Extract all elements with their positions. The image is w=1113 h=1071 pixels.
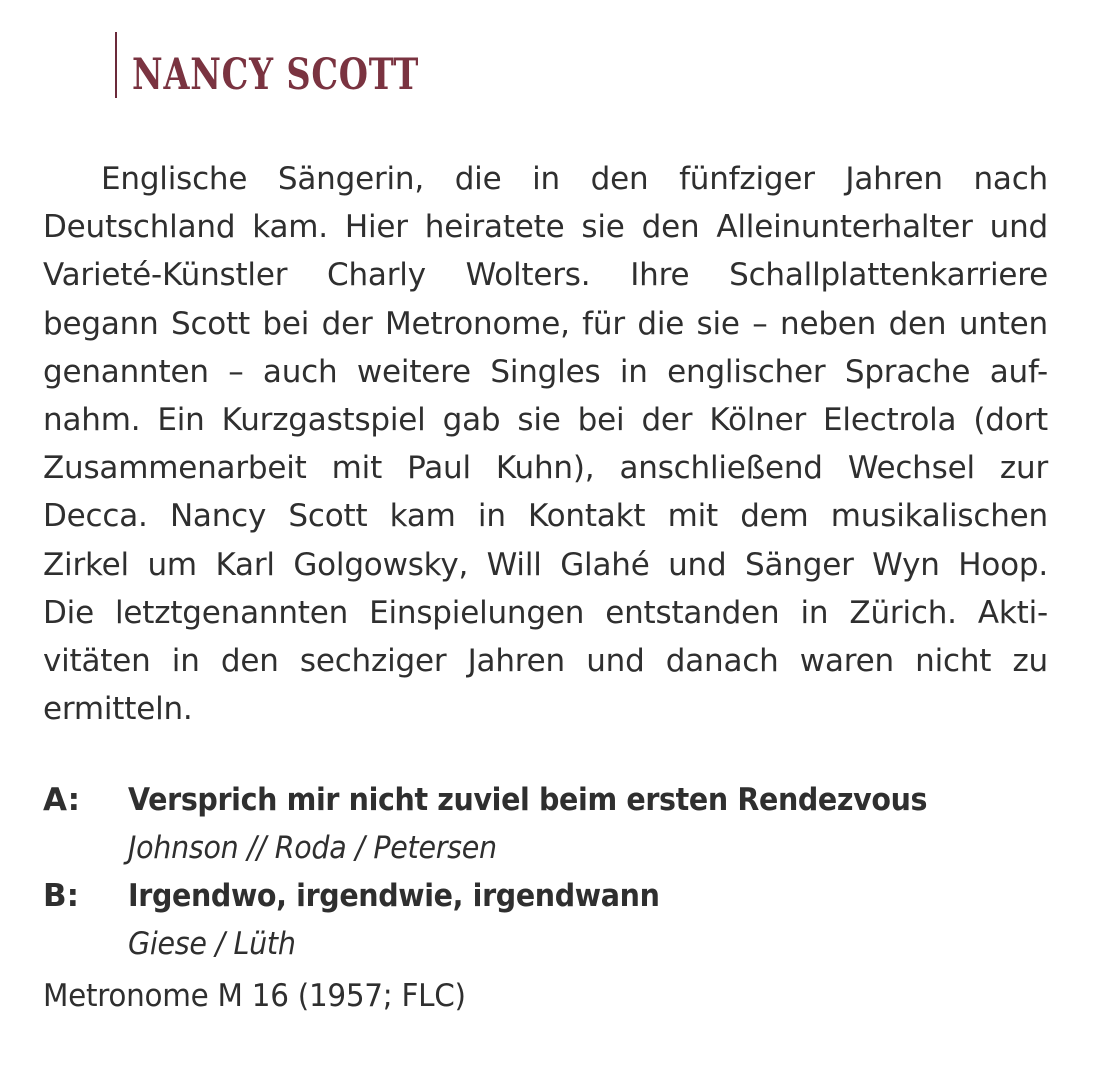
biography-paragraph (43, 155, 1048, 733)
bio-line: genannten – auch weitere Singles in englischer Sprache auf- (43, 353, 1048, 390)
bio-line: Zusammenarbeit mit Paul Kuhn), anschließend Wechsel zur (43, 450, 1048, 487)
bio-line: Die letztgenannten Einspielungen entstanden in Zürich. Akti- (43, 594, 1048, 631)
track-title: Versprich mir nicht zuviel beim ersten Rendezvous (128, 782, 928, 818)
bio-line: Deutschland kam. Hier heiratete sie den Alleinunterhalter und (43, 209, 1048, 246)
bio-line: begann Scott bei der Metronome, für die sie – neben den unten (43, 305, 1048, 342)
track-title: Irgendwo, irgendwie, irgendwann (128, 878, 660, 914)
title-accent-bar (115, 32, 117, 98)
track-credits: Johnson // Roda / Petersen (128, 830, 497, 866)
bio-line: vitäten in den sechziger Jahren und danach waren nicht zu (43, 643, 1048, 680)
release-info: Metronome M 16 (1957; FLC) (43, 978, 466, 1014)
track-side-label: B: (43, 878, 80, 914)
bio-line: ermitteln. (43, 691, 193, 728)
bio-line: Varieté-Künstler Charly Wolters. Ihre Schallplattenkarriere (43, 257, 1048, 294)
page-title: NANCY SCOTT (132, 50, 420, 100)
bio-line: Decca. Nancy Scott kam in Kontakt mit dem musikalischen (43, 498, 1048, 535)
bio-line: Englische Sängerin, die in den fünfziger Jahren nach (101, 161, 1048, 197)
track-credits: Giese / Lüth (128, 926, 296, 962)
bio-line: Zirkel um Karl Golgowsky, Will Glahé und Sänger Wyn Hoop. (43, 546, 1048, 583)
track-side-label: A: (43, 782, 80, 818)
bio-line: nahm. Ein Kurzgastspiel gab sie bei der Kölner Electrola (dort (43, 402, 1048, 439)
